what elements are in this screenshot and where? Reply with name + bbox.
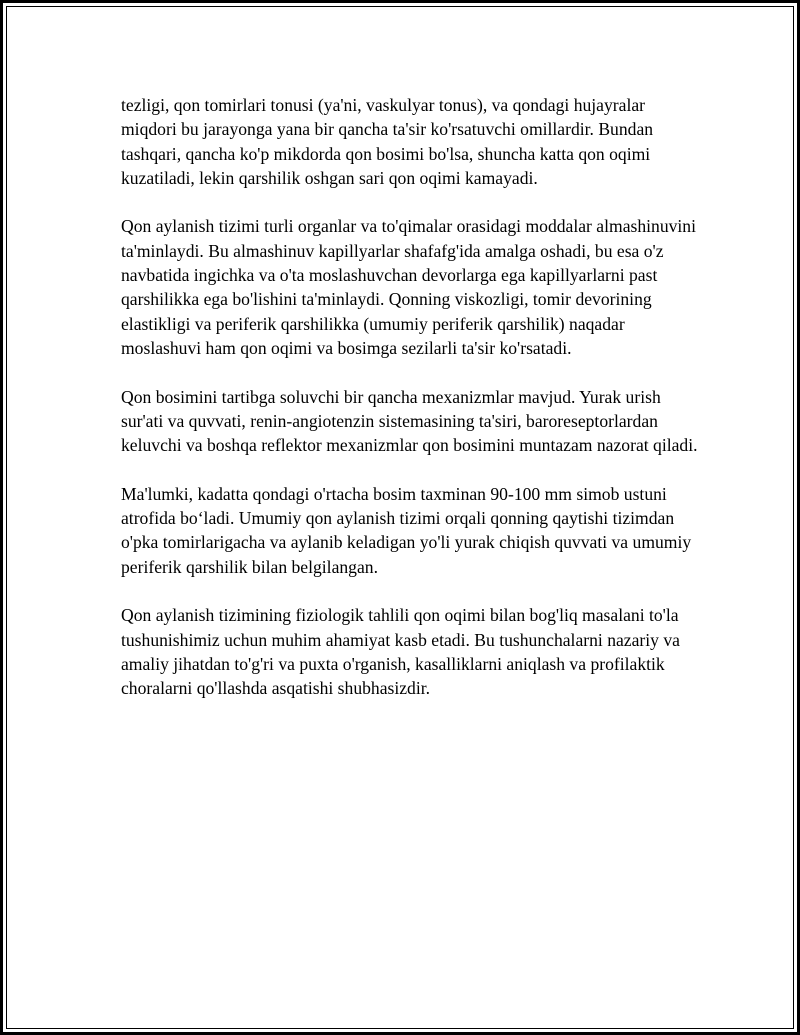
paragraph-5: Qon aylanish tizimining fiziologik tahlili qon oqimi bilan bog'liq masalani to'la tushunishimiz uchun muhim ahamiyat kasb etadi. Bu tushunchalarni nazariy va amaliy jihatdan to'g'ri va puxta o'rganish, kasalliklarni aniqlash va profilaktik choralarni qo'llashda asqatishi shubhasizdir.	[121, 605, 680, 699]
paragraph-2: Qon aylanish tizimi turli organlar va to'qimalar orasidagi moddalar almashinuvini ta'minlaydi. Bu almashinuv kapillyarlar shafafg'ida amalga oshadi, bu esa o'z navbatida ingichka va o'ta moslashuvchan devorlarga ega kapillyarlarni past qarshilikka ega bo'lishini ta'minlaydi. Qonning viskozligi, tomir devorining elastikligi va periferik qarshilikka (umumiy periferik qarshilik) naqadar moslashuvi ham qon oqimi va bosimga sezilarli ta'sir ko'rsatadi.	[121, 216, 696, 358]
paragraph-3: Qon bosimini tartibga soluvchi bir qancha mexanizmlar mavjud. Yurak urish sur'ati va quvvati, renin-angiotenzin sistemasining ta'siri, baroreseptorlardan keluvchi va boshqa reflektor mexanizmlar qon bosimini muntazam nazorat qiladi.	[121, 386, 698, 456]
paragraph-4: Ma'lumki, kadatta qondagi o'rtacha bosim taxminan 90-100 mm simob ustuni atrofida bo‘ladi. Umumiy qon aylanish tizimi orqali qonning qaytishi tizimdan o'pka tomirlarigacha va aylanib keladigan yo'li yurak chiqish quvvati va umumiy periferik qarshilik bilan belgilangan.	[121, 483, 692, 577]
paragraph-1: tezligi, qon tomirlari tonusi (ya'ni, vaskulyar tonus), va qondagi hujayralar miqdori bu jarayonga yana bir qancha ta'sir ko'rsatuvchi omillardir. Bundan tashqari, qancha ko'p mikdorda qon bosimi bo'lsa, shuncha katta qon oqimi kuzatiladi, lekin qarshilik oshgan sari qon oqimi kamayadi.	[121, 95, 654, 188]
document-body	[121, 93, 701, 725]
